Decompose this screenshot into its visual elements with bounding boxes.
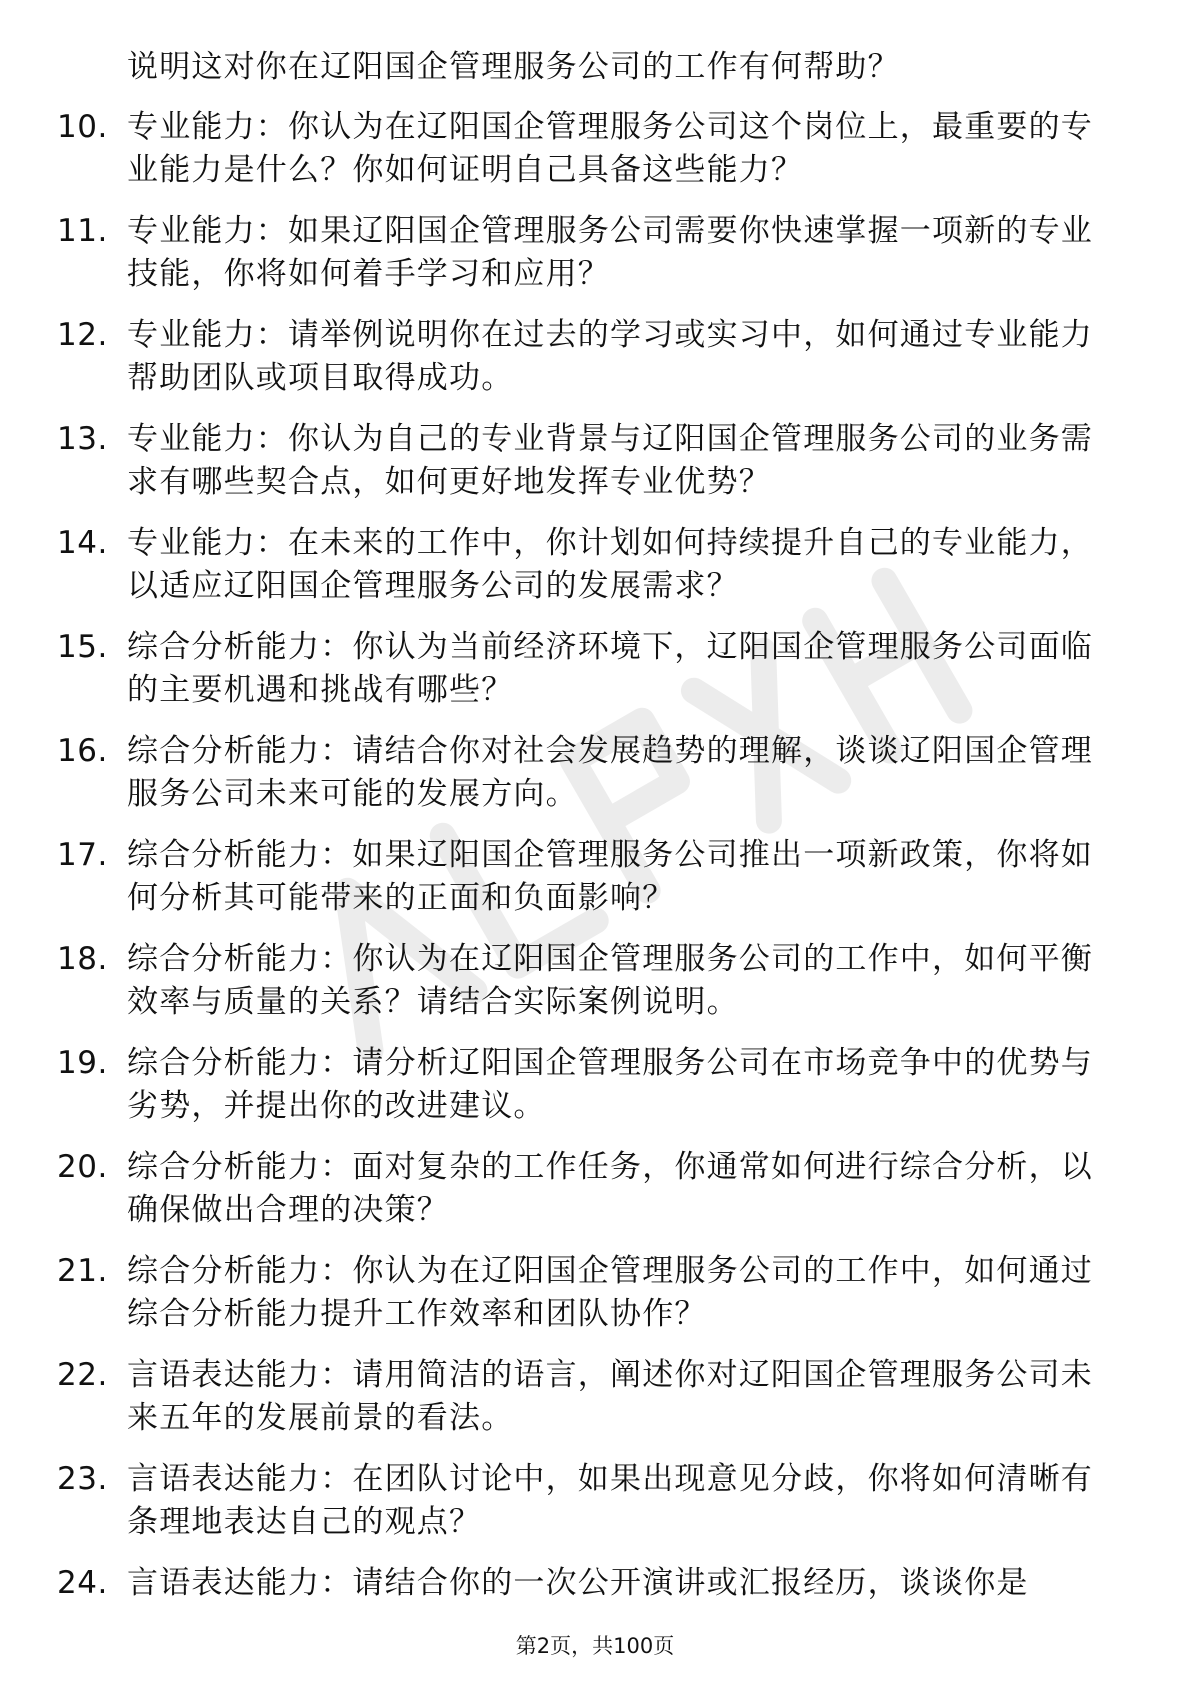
- page-footer: 第2页，共100页: [515, 1634, 675, 1658]
- list-item: [0, 1354, 1190, 1458]
- question-text: 言语表达能力：请用简洁的语言，阐述你对辽阳国企管理服务公司未来五年的发展前景的看法。: [127, 1357, 1093, 1436]
- question-number: 12.: [57, 317, 108, 353]
- question-text: 专业能力：请举例说明你在过去的学习或实习中，如何通过专业能力帮助团队或项目取得成功。: [127, 317, 1093, 396]
- question-number: 24.: [57, 1565, 108, 1601]
- question-text: 言语表达能力：请结合你的一次公开演讲或汇报经历，谈谈你是: [127, 1565, 1029, 1601]
- question-text: 专业能力：你认为在辽阳国企管理服务公司这个岗位上，最重要的专业能力是什么？你如何证明自己具备这些能力？: [127, 109, 1093, 188]
- list-item: [0, 938, 1190, 1042]
- list-item-continuation: [0, 46, 1190, 106]
- list-item: [0, 210, 1190, 314]
- question-text: 综合分析能力：面对复杂的工作任务，你通常如何进行综合分析，以确保做出合理的决策？: [127, 1149, 1093, 1228]
- question-number: 23.: [57, 1461, 108, 1497]
- list-item: [0, 1458, 1190, 1562]
- list-item: [0, 314, 1190, 418]
- question-number: 18.: [57, 941, 108, 977]
- list-item: [0, 1250, 1190, 1354]
- question-number: 10.: [57, 109, 108, 145]
- question-number: 20.: [57, 1149, 108, 1185]
- question-number: 11.: [57, 213, 108, 249]
- list-item: [0, 730, 1190, 834]
- question-text: 说明这对你在辽阳国企管理服务公司的工作有何帮助？: [127, 49, 900, 85]
- question-text: 专业能力：你认为自己的专业背景与辽阳国企管理服务公司的业务需求有哪些契合点，如何更好地发挥专业优势？: [127, 421, 1093, 500]
- question-text: 综合分析能力：你认为当前经济环境下，辽阳国企管理服务公司面临的主要机遇和挑战有哪些？: [127, 629, 1093, 708]
- question-number: 13.: [57, 421, 108, 457]
- list-item: [0, 626, 1190, 730]
- question-text: 专业能力：在未来的工作中，你计划如何持续提升自己的专业能力，以适应辽阳国企管理服务公司的发展需求？: [127, 525, 1093, 604]
- list-item: [0, 418, 1190, 522]
- question-number: 17.: [57, 837, 108, 873]
- list-item: [0, 1146, 1190, 1250]
- question-number: 15.: [57, 629, 108, 665]
- question-text: 专业能力：如果辽阳国企管理服务公司需要你快速掌握一项新的专业技能，你将如何着手学习和应用？: [127, 213, 1093, 292]
- question-text: 综合分析能力：请分析辽阳国企管理服务公司在市场竞争中的优势与劣势，并提出你的改进建议。: [127, 1045, 1093, 1124]
- question-text: 综合分析能力：请结合你对社会发展趋势的理解，谈谈辽阳国企管理服务公司未来可能的发展方向。: [127, 733, 1093, 812]
- question-text: 言语表达能力：在团队讨论中，如果出现意见分歧，你将如何清晰有条理地表达自己的观点？: [127, 1461, 1093, 1540]
- question-number: 14.: [57, 525, 108, 561]
- question-number: 16.: [57, 733, 108, 769]
- question-number: 22.: [57, 1357, 108, 1393]
- list-item: [0, 1042, 1190, 1146]
- question-text: 综合分析能力：你认为在辽阳国企管理服务公司的工作中，如何平衡效率与质量的关系？请结合实际案例说明。: [127, 941, 1093, 1020]
- list-item: [0, 106, 1190, 210]
- list-item: [0, 834, 1190, 938]
- question-number: 19.: [57, 1045, 108, 1081]
- question-list: [0, 46, 1190, 1666]
- question-text: 综合分析能力：你认为在辽阳国企管理服务公司的工作中，如何通过综合分析能力提升工作效率和团队协作？: [127, 1253, 1093, 1332]
- question-text: 综合分析能力：如果辽阳国企管理服务公司推出一项新政策，你将如何分析其可能带来的正面和负面影响？: [127, 837, 1093, 916]
- question-number: 21.: [57, 1253, 108, 1289]
- list-item: [0, 522, 1190, 626]
